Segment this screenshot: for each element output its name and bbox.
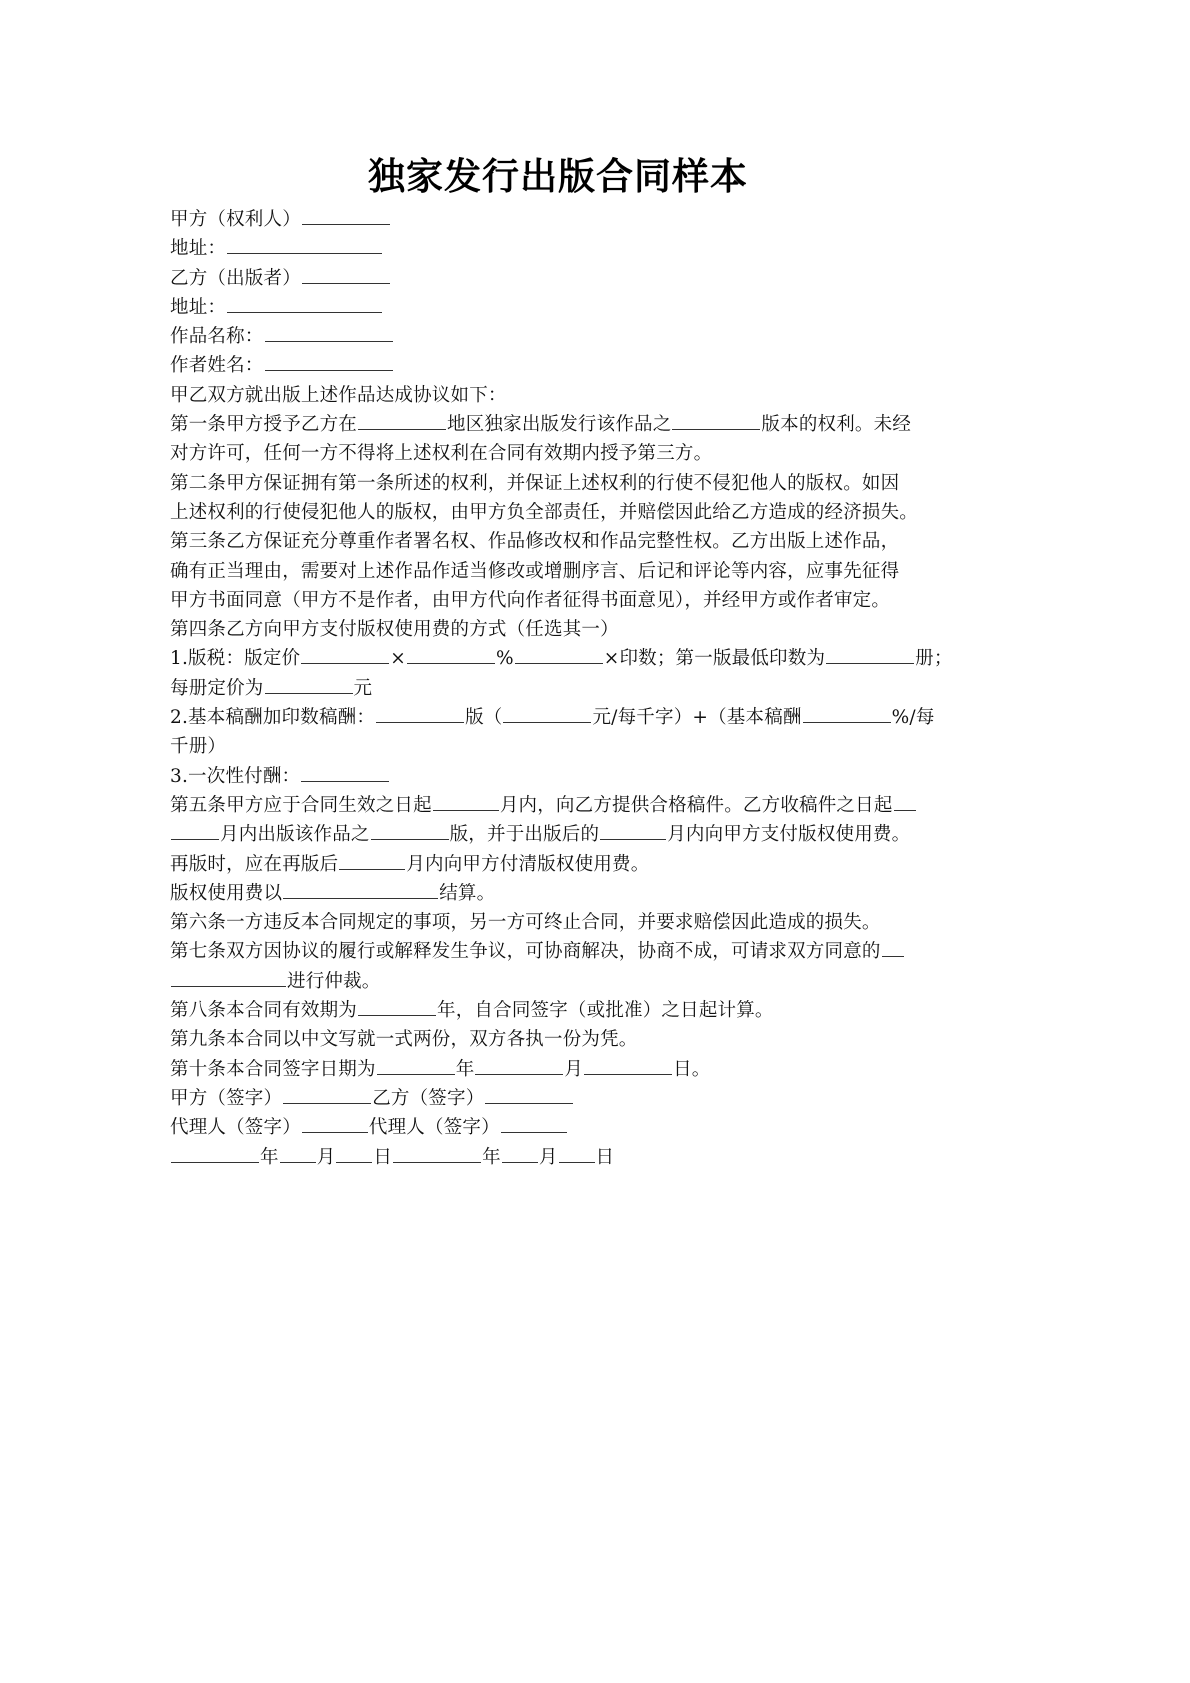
article-2-line-2: 上述权利的行使侵犯他人的版权，由甲方负全部责任，并赔偿因此给乙方造成的经济损失。 (170, 501, 919, 523)
blank (559, 1144, 595, 1163)
text: 元/每千字）+（基本稿酬 (592, 707, 802, 729)
text: 月内，向乙方提供合格稿件。乙方收稿件之日起 (499, 794, 893, 816)
text: 月内向甲方付清版权使用费。 (406, 853, 650, 875)
day-blank (584, 1056, 672, 1075)
text: %/每 (891, 707, 935, 729)
article-9: 第九条本合同以中文写就一式两份，双方各执一份为凭。 (170, 1029, 638, 1051)
unit-price-blank (265, 675, 353, 694)
blank (376, 704, 464, 723)
article-5-line-3 (170, 850, 950, 879)
text: 月内出版该作品之 (220, 824, 370, 846)
text: 日。 (673, 1058, 711, 1080)
blank (371, 821, 449, 840)
text: 第八条本合同有效期为 (170, 1000, 358, 1022)
blank (502, 1144, 538, 1163)
blank (433, 792, 499, 811)
blank (336, 1144, 372, 1163)
party-b-blank (302, 265, 390, 284)
text: 再版时，应在再版后 (170, 853, 339, 875)
text: % (495, 648, 514, 670)
article-3-line-1: 第三条乙方保证充分尊重作者署名权、作品修改权和作品完整性权。乙方出版上述作品， (170, 531, 900, 553)
text: 第七条双方因协议的履行或解释发生争议，可协商解决，协商不成，可请求双方同意的 (170, 941, 881, 963)
blank (503, 704, 591, 723)
text: 第十条本合同签字日期为 (170, 1058, 376, 1080)
article-7-line-2 (170, 967, 950, 996)
text: 每册定价为 (170, 677, 264, 699)
signature-line (170, 1084, 950, 1113)
text: 代理人（签字） (368, 1117, 500, 1139)
blank (894, 792, 916, 811)
text: 年 (482, 1146, 501, 1168)
party-a-address-blank (227, 235, 382, 254)
party-a-address-line (170, 234, 950, 263)
party-a-label: 甲方（权利人） (170, 209, 301, 230)
article-3-line-2: 确有正当理由，需要对上述作品作适当修改或增删序言、后记和评论等内容，应事先征得 (170, 560, 900, 582)
text: 第一条甲方授予乙方在 (170, 414, 358, 436)
text: 日 (595, 1146, 615, 1168)
article-5-line-2 (170, 820, 950, 849)
intro-line: 甲乙双方就出版上述作品达成协议如下： (170, 384, 507, 406)
blank (171, 821, 219, 840)
work-title-label: 作品名称： (170, 326, 264, 348)
article-4-option-1-cont (170, 674, 950, 703)
author-name-line (170, 351, 950, 380)
text: 元 (353, 677, 373, 699)
text: 月 (564, 1058, 584, 1080)
article-4-option-2 (170, 703, 950, 732)
address-label: 地址： (170, 238, 227, 260)
text: 1.版税：版定价 (170, 648, 301, 670)
blank (393, 1144, 481, 1163)
article-7-line-1 (170, 937, 950, 966)
text: 版权使用费以 (170, 882, 283, 904)
text: 年，自合同签字（或批准）之日起计算。 (437, 1000, 774, 1022)
blank (600, 821, 666, 840)
party-b-line (170, 264, 950, 293)
party-a-line (170, 205, 950, 234)
article-5-line-1 (170, 791, 950, 820)
document-body (170, 205, 953, 1172)
text: 版，并于出版后的 (449, 824, 600, 846)
price-blank (301, 645, 389, 664)
article-4-option-1 (170, 644, 953, 673)
article-4-option-2-cont: 千册） (170, 736, 227, 758)
party-a-blank (302, 206, 390, 225)
text: 进行仲裁。 (287, 970, 381, 992)
signature-date-line (170, 1143, 950, 1172)
text: 版（ (465, 707, 503, 729)
blank (515, 645, 603, 664)
article-4-option-3 (170, 762, 950, 791)
min-print-blank (826, 645, 914, 664)
text: 地区独家出版发行该作品之 (447, 414, 672, 436)
article-8 (170, 996, 950, 1025)
party-b-signature-blank (485, 1085, 573, 1104)
text: 年 (455, 1058, 475, 1080)
agent-a-signature-blank (302, 1114, 368, 1133)
agent-signature-line (170, 1113, 950, 1142)
blank (171, 1144, 259, 1163)
text: 年 (260, 1146, 279, 1168)
blank (339, 851, 405, 870)
text: 结算。 (439, 882, 496, 904)
edition-blank (672, 411, 760, 430)
text: 2.基本稿酬加印数稿酬： (170, 707, 376, 729)
party-b-label: 乙方（出版者） (170, 267, 301, 289)
arbitration-blank (171, 968, 286, 987)
region-blank (358, 411, 446, 430)
article-1-line-1 (170, 410, 950, 439)
text: 版本的权利。未经 (761, 414, 912, 436)
address-label: 地址： (170, 296, 227, 318)
text: 乙方（签字） (372, 1087, 485, 1109)
blank (882, 938, 904, 957)
text: 册； (915, 648, 953, 670)
article-2-line-1: 第二条甲方保证拥有第一条所述的权利，并保证上述权利的行使不侵犯他人的版权。如因 (170, 472, 900, 494)
year-blank (377, 1056, 455, 1075)
article-6: 第六条一方违反本合同规定的事项，另一方可终止合同，并要求赔偿因此造成的损失。 (170, 912, 881, 934)
term-blank (358, 997, 436, 1016)
author-name-label: 作者姓名： (170, 355, 264, 377)
agent-b-signature-blank (501, 1114, 567, 1133)
party-b-address-line (170, 293, 950, 322)
article-1-line-2: 对方许可，任何一方不得将上述权利在合同有效期内授予第三方。 (170, 443, 713, 465)
text: 月内向甲方支付版权使用费。 (667, 824, 911, 846)
party-b-address-blank (227, 294, 382, 313)
work-title-blank (265, 323, 393, 342)
blank (280, 1144, 316, 1163)
text: ×印数；第一版最低印数为 (603, 648, 826, 670)
work-title-line (170, 322, 950, 351)
text: 月 (316, 1146, 336, 1168)
article-3-line-3: 甲方书面同意（甲方不是作者，由甲方代向作者征得书面意见），并经甲方或作者审定。 (170, 589, 891, 611)
party-a-signature-blank (283, 1085, 371, 1104)
rate-blank (407, 645, 495, 664)
text: 第五条甲方应于合同生效之日起 (170, 794, 432, 816)
text: 日 (373, 1146, 393, 1168)
text: 3.一次性付酬： (170, 765, 301, 787)
author-name-blank (265, 352, 393, 371)
blank (803, 704, 891, 723)
text: 代理人（签字） (170, 1117, 301, 1139)
month-blank (475, 1056, 563, 1075)
lump-sum-blank (301, 763, 389, 782)
article-10 (170, 1055, 950, 1084)
document-title: 独家发行出版合同样本 (368, 155, 748, 198)
text: 甲方（签字） (170, 1087, 283, 1109)
settlement-blank (283, 880, 438, 899)
text: 月 (538, 1146, 558, 1168)
text: × (390, 648, 406, 670)
article-5-line-4 (170, 879, 950, 908)
article-4-heading: 第四条乙方向甲方支付版权使用费的方式（任选其一） (170, 619, 619, 641)
